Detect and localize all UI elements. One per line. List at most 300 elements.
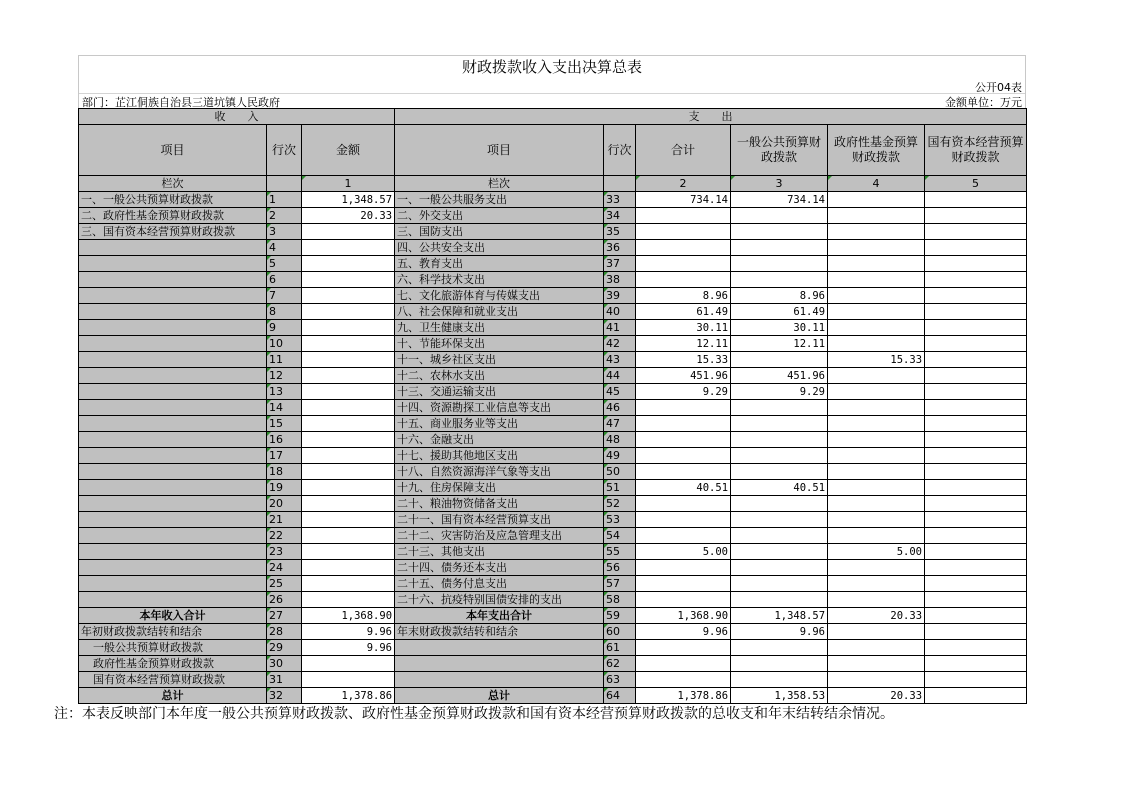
expense-fund [828, 192, 925, 208]
expense-total [636, 432, 731, 448]
table-row [79, 320, 1027, 336]
table-row [79, 640, 1027, 656]
expense-fund [828, 432, 925, 448]
expense-item: 五、教育支出 [395, 256, 604, 272]
expense-fund [828, 256, 925, 272]
expense-item: 四、公共安全支出 [395, 240, 604, 256]
income-amount [302, 240, 395, 256]
table-row [79, 672, 1027, 688]
expense-item: 年末财政拨款结转和结余 [395, 624, 604, 640]
expense-row-no: 37 [604, 256, 636, 272]
income-row-no: 20 [267, 496, 302, 512]
income-item [79, 352, 267, 368]
expense-total: 12.11 [636, 336, 731, 352]
income-amount [302, 592, 395, 608]
income-row-no: 18 [267, 464, 302, 480]
expense-row-no: 50 [604, 464, 636, 480]
income-row-no: 21 [267, 512, 302, 528]
expense-row-no: 45 [604, 384, 636, 400]
expense-general [731, 448, 828, 464]
expense-state [925, 432, 1027, 448]
expense-row-no: 53 [604, 512, 636, 528]
income-row-no: 30 [267, 656, 302, 672]
expense-item: 二、外交支出 [395, 208, 604, 224]
expense-row-no: 33 [604, 192, 636, 208]
expense-row-no: 52 [604, 496, 636, 512]
expense-item [395, 672, 604, 688]
expense-fund [828, 336, 925, 352]
table-row [79, 416, 1027, 432]
expense-general [731, 544, 828, 560]
expense-state [925, 192, 1027, 208]
income-row-no: 1 [267, 192, 302, 208]
income-item [79, 464, 267, 480]
table-row [79, 256, 1027, 272]
header-total: 合计 [636, 125, 731, 176]
income-row-no: 5 [267, 256, 302, 272]
unit-label: 金额单位：万元 [945, 96, 1022, 109]
expense-item: 三、国防支出 [395, 224, 604, 240]
income-row-no: 9 [267, 320, 302, 336]
income-amount [302, 544, 395, 560]
expense-total: 5.00 [636, 544, 731, 560]
income-row-no: 8 [267, 304, 302, 320]
expense-row-no: 63 [604, 672, 636, 688]
column-header-row [79, 125, 1027, 176]
expense-fund: 5.00 [828, 544, 925, 560]
income-row-no: 31 [267, 672, 302, 688]
table-row [79, 624, 1027, 640]
income-row-no: 2 [267, 208, 302, 224]
expense-row-no: 34 [604, 208, 636, 224]
table-row [79, 592, 1027, 608]
column-blank [267, 176, 302, 192]
expense-general [731, 464, 828, 480]
expense-item: 十三、交通运输支出 [395, 384, 604, 400]
income-item [79, 432, 267, 448]
expense-item: 十二、农林水支出 [395, 368, 604, 384]
expense-total [636, 656, 731, 672]
income-row-no: 24 [267, 560, 302, 576]
income-row-no: 16 [267, 432, 302, 448]
expense-total [636, 464, 731, 480]
income-amount: 1,348.57 [302, 192, 395, 208]
expense-item [395, 656, 604, 672]
expense-general [731, 224, 828, 240]
expense-general [731, 208, 828, 224]
expense-total [636, 576, 731, 592]
expense-row-no: 38 [604, 272, 636, 288]
income-row-no: 13 [267, 384, 302, 400]
table-row [79, 656, 1027, 672]
expense-row-no: 35 [604, 224, 636, 240]
expense-item: 二十、粮油物资储备支出 [395, 496, 604, 512]
expense-state [925, 512, 1027, 528]
expense-item: 十四、资源勘探工业信息等支出 [395, 400, 604, 416]
expense-general [731, 656, 828, 672]
expense-row-no: 61 [604, 640, 636, 656]
expense-general: 61.49 [731, 304, 828, 320]
income-row-no: 11 [267, 352, 302, 368]
expense-general: 1,348.57 [731, 608, 828, 624]
expense-total: 9.29 [636, 384, 731, 400]
footnote: 注：本表反映部门本年度一般公共预算财政拨款、政府性基金预算财政拨款和国有资本经营预算财政拨款的总收支和年末结转结余情况。 [54, 706, 894, 722]
table-row [79, 336, 1027, 352]
table-row [79, 288, 1027, 304]
expense-item: 二十五、债务付息支出 [395, 576, 604, 592]
expense-total [636, 224, 731, 240]
expense-state [925, 688, 1027, 704]
income-item [79, 576, 267, 592]
expense-row-no: 40 [604, 304, 636, 320]
expense-total [636, 240, 731, 256]
expense-state [925, 672, 1027, 688]
expense-general [731, 528, 828, 544]
expense-fund [828, 416, 925, 432]
expense-state [925, 256, 1027, 272]
expense-total [636, 448, 731, 464]
expense-fund [828, 512, 925, 528]
expense-item: 二十六、抗疫特别国债安排的支出 [395, 592, 604, 608]
expense-state [925, 304, 1027, 320]
expense-state [925, 224, 1027, 240]
expense-total [636, 416, 731, 432]
expense-total: 15.33 [636, 352, 731, 368]
expense-general: 40.51 [731, 480, 828, 496]
budget-sheet [78, 55, 1026, 704]
table-row [79, 512, 1027, 528]
expense-total [636, 560, 731, 576]
income-row-no: 25 [267, 576, 302, 592]
expense-item: 七、文化旅游体育与传媒支出 [395, 288, 604, 304]
table-row [79, 352, 1027, 368]
expense-state [925, 336, 1027, 352]
income-item [79, 592, 267, 608]
income-amount [302, 656, 395, 672]
expense-fund [828, 656, 925, 672]
column-num-1: 1 [302, 176, 395, 192]
expense-general [731, 272, 828, 288]
column-label: 栏次 [79, 176, 267, 192]
expense-general: 1,358.53 [731, 688, 828, 704]
expense-state [925, 480, 1027, 496]
expense-state [925, 608, 1027, 624]
income-amount [302, 480, 395, 496]
income-item [79, 384, 267, 400]
expense-total [636, 640, 731, 656]
income-item [79, 480, 267, 496]
expense-total: 9.96 [636, 624, 731, 640]
income-item: 三、国有资本经营预算财政拨款 [79, 224, 267, 240]
expense-fund [828, 400, 925, 416]
expense-item: 二十四、债务还本支出 [395, 560, 604, 576]
expense-row-no: 58 [604, 592, 636, 608]
expense-item: 十九、住房保障支出 [395, 480, 604, 496]
expense-item: 十七、援助其他地区支出 [395, 448, 604, 464]
column-num-4: 4 [828, 176, 925, 192]
table-row [79, 464, 1027, 480]
income-amount [302, 224, 395, 240]
income-row-no: 12 [267, 368, 302, 384]
income-amount [302, 576, 395, 592]
income-item [79, 400, 267, 416]
table-row [79, 544, 1027, 560]
expense-row-no: 55 [604, 544, 636, 560]
table-row [79, 272, 1027, 288]
expense-row-no: 47 [604, 416, 636, 432]
income-amount: 20.33 [302, 208, 395, 224]
expense-general [731, 432, 828, 448]
expense-row-no: 59 [604, 608, 636, 624]
column-num-2: 2 [636, 176, 731, 192]
table-row [79, 192, 1027, 208]
income-row-no: 32 [267, 688, 302, 704]
expense-item: 总计 [395, 688, 604, 704]
income-amount [302, 672, 395, 688]
income-item: 总计 [79, 688, 267, 704]
expense-fund [828, 528, 925, 544]
header-income-item: 项目 [79, 125, 267, 176]
expense-total [636, 672, 731, 688]
income-item [79, 336, 267, 352]
income-amount [302, 352, 395, 368]
income-row-no: 14 [267, 400, 302, 416]
expense-total [636, 528, 731, 544]
table-row [79, 384, 1027, 400]
income-amount [302, 528, 395, 544]
expense-fund [828, 208, 925, 224]
expense-state [925, 528, 1027, 544]
income-item [79, 512, 267, 528]
expense-item [395, 640, 604, 656]
expense-row-no: 41 [604, 320, 636, 336]
expense-fund: 20.33 [828, 688, 925, 704]
expense-fund [828, 496, 925, 512]
expense-state [925, 384, 1027, 400]
income-item [79, 560, 267, 576]
income-item [79, 320, 267, 336]
expense-row-no: 44 [604, 368, 636, 384]
expense-general: 9.29 [731, 384, 828, 400]
sheet-meta [78, 78, 1026, 108]
income-item [79, 528, 267, 544]
expense-row-no: 42 [604, 336, 636, 352]
income-amount [302, 384, 395, 400]
expense-fund [828, 320, 925, 336]
income-item: 政府性基金预算财政拨款 [79, 656, 267, 672]
expense-fund [828, 576, 925, 592]
expense-total: 8.96 [636, 288, 731, 304]
income-row-no: 3 [267, 224, 302, 240]
income-row-no: 22 [267, 528, 302, 544]
expense-item: 十五、商业服务业等支出 [395, 416, 604, 432]
income-item [79, 256, 267, 272]
income-amount [302, 560, 395, 576]
expense-total: 451.96 [636, 368, 731, 384]
income-row-no: 28 [267, 624, 302, 640]
table-row [79, 304, 1027, 320]
expense-general [731, 640, 828, 656]
header-income-amount: 金额 [302, 125, 395, 176]
income-amount [302, 448, 395, 464]
header-expense-item: 项目 [395, 125, 604, 176]
expense-general: 30.11 [731, 320, 828, 336]
income-row-no: 15 [267, 416, 302, 432]
expense-general: 8.96 [731, 288, 828, 304]
expense-item: 十八、自然资源海洋气象等支出 [395, 464, 604, 480]
expense-total: 734.14 [636, 192, 731, 208]
expense-general: 734.14 [731, 192, 828, 208]
expense-fund: 20.33 [828, 608, 925, 624]
expense-item: 十、节能环保支出 [395, 336, 604, 352]
expense-general [731, 560, 828, 576]
expense-total [636, 272, 731, 288]
header-income-row-no: 行次 [267, 125, 302, 176]
income-amount [302, 432, 395, 448]
income-amount [302, 400, 395, 416]
expense-row-no: 46 [604, 400, 636, 416]
expense-row-no: 54 [604, 528, 636, 544]
expense-fund [828, 672, 925, 688]
expense-general [731, 240, 828, 256]
expense-fund [828, 480, 925, 496]
expense-item: 二十三、其他支出 [395, 544, 604, 560]
expense-total: 1,378.86 [636, 688, 731, 704]
header-fund-budget: 政府性基金预算财政拨款 [828, 125, 925, 176]
expense-row-no: 49 [604, 448, 636, 464]
income-amount [302, 272, 395, 288]
expense-state [925, 640, 1027, 656]
expense-fund [828, 304, 925, 320]
expense-fund [828, 368, 925, 384]
expense-state [925, 240, 1027, 256]
expense-total [636, 256, 731, 272]
column-blank [604, 176, 636, 192]
expense-item: 十一、城乡社区支出 [395, 352, 604, 368]
table-row [79, 368, 1027, 384]
expense-fund [828, 288, 925, 304]
expense-state [925, 656, 1027, 672]
expense-state [925, 448, 1027, 464]
income-item [79, 288, 267, 304]
expense-row-no: 62 [604, 656, 636, 672]
income-amount [302, 416, 395, 432]
table-row [79, 400, 1027, 416]
expense-fund [828, 464, 925, 480]
income-item: 本年收入合计 [79, 608, 267, 624]
income-row-no: 17 [267, 448, 302, 464]
income-item: 一、一般公共预算财政拨款 [79, 192, 267, 208]
income-section-header: 收 入 [79, 109, 395, 125]
expense-fund [828, 592, 925, 608]
income-item [79, 544, 267, 560]
table-row [79, 224, 1027, 240]
column-num-3: 3 [731, 176, 828, 192]
expense-item: 本年支出合计 [395, 608, 604, 624]
expense-row-no: 48 [604, 432, 636, 448]
income-item [79, 368, 267, 384]
expense-general [731, 352, 828, 368]
expense-fund [828, 272, 925, 288]
expense-state [925, 464, 1027, 480]
income-item [79, 496, 267, 512]
table-row [79, 208, 1027, 224]
expense-state [925, 368, 1027, 384]
expense-general [731, 416, 828, 432]
column-number-row [79, 176, 1027, 192]
header-general-budget: 一般公共预算财政拨款 [731, 125, 828, 176]
expense-item: 二十一、国有资本经营预算支出 [395, 512, 604, 528]
income-item [79, 304, 267, 320]
income-amount [302, 496, 395, 512]
table-row [79, 448, 1027, 464]
income-item [79, 240, 267, 256]
expense-total: 30.11 [636, 320, 731, 336]
expense-general [731, 256, 828, 272]
income-row-no: 19 [267, 480, 302, 496]
income-amount [302, 304, 395, 320]
expense-row-no: 43 [604, 352, 636, 368]
income-item: 二、政府性基金预算财政拨款 [79, 208, 267, 224]
expense-state [925, 288, 1027, 304]
expense-general [731, 592, 828, 608]
expense-general: 451.96 [731, 368, 828, 384]
total-row [79, 608, 1027, 624]
expense-state [925, 208, 1027, 224]
form-code: 公开04表 [975, 81, 1022, 94]
income-item: 年初财政拨款结转和结余 [79, 624, 267, 640]
expense-total [636, 400, 731, 416]
income-amount: 1,368.90 [302, 608, 395, 624]
header-expense-row-no: 行次 [604, 125, 636, 176]
department-label: 部门：芷江侗族自治县三道坑镇人民政府 [82, 96, 280, 109]
income-amount [302, 256, 395, 272]
expense-item: 一、一般公共服务支出 [395, 192, 604, 208]
expense-general [731, 672, 828, 688]
expense-fund [828, 224, 925, 240]
expense-row-no: 57 [604, 576, 636, 592]
income-row-no: 4 [267, 240, 302, 256]
expense-total: 61.49 [636, 304, 731, 320]
income-row-no: 6 [267, 272, 302, 288]
income-item: 一般公共预算财政拨款 [79, 640, 267, 656]
expense-state [925, 400, 1027, 416]
expense-row-no: 64 [604, 688, 636, 704]
income-amount [302, 288, 395, 304]
expense-row-no: 56 [604, 560, 636, 576]
income-row-no: 26 [267, 592, 302, 608]
section-header-row [79, 109, 1027, 125]
income-row-no: 27 [267, 608, 302, 624]
expense-item: 十六、金融支出 [395, 432, 604, 448]
table-row [79, 240, 1027, 256]
expense-row-no: 60 [604, 624, 636, 640]
income-item [79, 272, 267, 288]
income-amount: 9.96 [302, 640, 395, 656]
income-row-no: 29 [267, 640, 302, 656]
table-row [79, 576, 1027, 592]
expense-state [925, 544, 1027, 560]
table-row [79, 432, 1027, 448]
expense-general [731, 512, 828, 528]
expense-state [925, 320, 1027, 336]
expense-fund [828, 448, 925, 464]
expense-row-no: 51 [604, 480, 636, 496]
expense-fund [828, 560, 925, 576]
expense-total: 40.51 [636, 480, 731, 496]
table-row [79, 528, 1027, 544]
table-row [79, 496, 1027, 512]
